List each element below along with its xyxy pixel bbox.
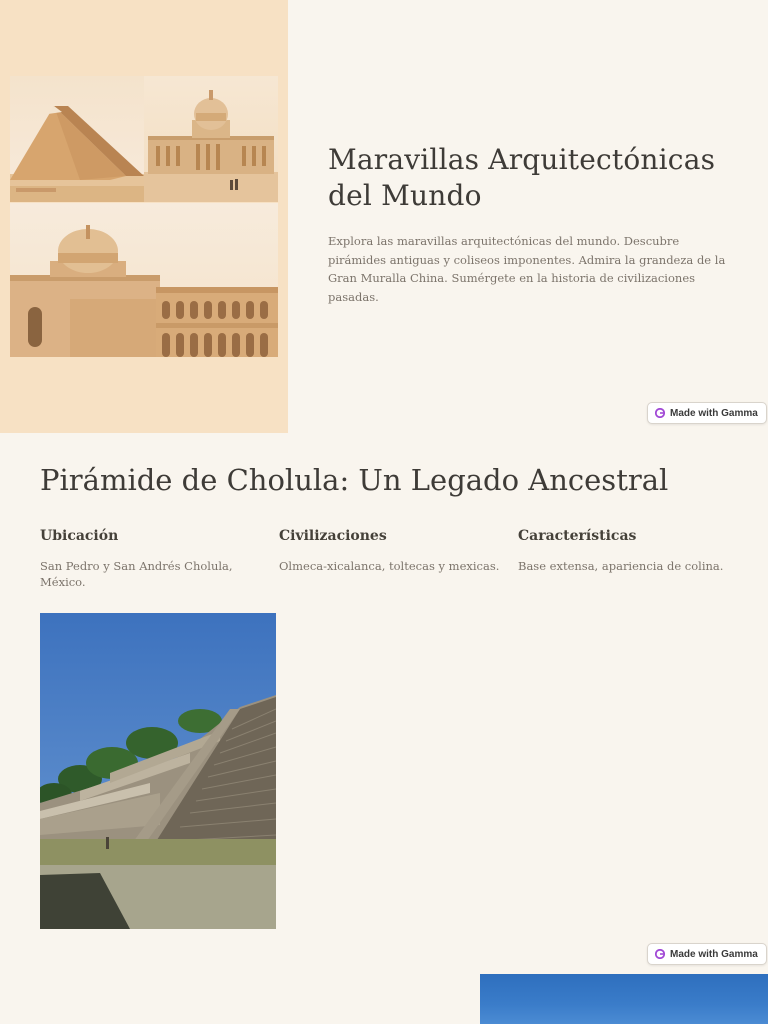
made-with-gamma-badge[interactable] bbox=[647, 402, 767, 424]
location-heading: Ubicación bbox=[40, 528, 119, 544]
next-slide-sky-image bbox=[480, 974, 768, 1024]
hero-slide bbox=[0, 0, 768, 433]
gamma-logo-icon bbox=[655, 408, 665, 418]
features-heading: Características bbox=[518, 528, 637, 544]
architecture-collage bbox=[10, 76, 278, 357]
pyramid-image bbox=[10, 76, 144, 202]
features-text: Base extensa, apariencia de colina. bbox=[518, 559, 724, 573]
features-column bbox=[518, 526, 748, 574]
domed-palace-image bbox=[144, 76, 278, 202]
location-text: San Pedro y San Andrés Cholula, México. bbox=[40, 559, 233, 589]
hero-title: Maravillas Arquitectónicas del Mundo bbox=[328, 143, 716, 212]
civilizations-column bbox=[279, 526, 509, 574]
gamma-badge-label: Made with Gamma bbox=[670, 407, 758, 419]
gamma-logo-icon bbox=[655, 949, 665, 959]
cholula-pyramid-photo bbox=[40, 613, 276, 929]
colosseum-image bbox=[10, 203, 278, 357]
hero-image-panel bbox=[0, 0, 288, 433]
civilizations-heading: Civilizaciones bbox=[279, 528, 387, 544]
cholula-title: Pirámide de Cholula: Un Legado Ancestral bbox=[40, 463, 669, 497]
made-with-gamma-badge[interactable] bbox=[647, 943, 767, 965]
hero-description: Explora las maravillas arquitectónicas del mundo. Descubre pirámides antiguas y coliseos imponentes. Admira la grandeza de la Gran Muralla China. Sumérgete en la historia de civilizaciones pasadas. bbox=[328, 234, 726, 304]
gamma-badge-label: Made with Gamma bbox=[670, 948, 758, 960]
location-column bbox=[40, 526, 270, 590]
civilizations-text: Olmeca-xicalanca, toltecas y mexicas. bbox=[279, 559, 500, 573]
